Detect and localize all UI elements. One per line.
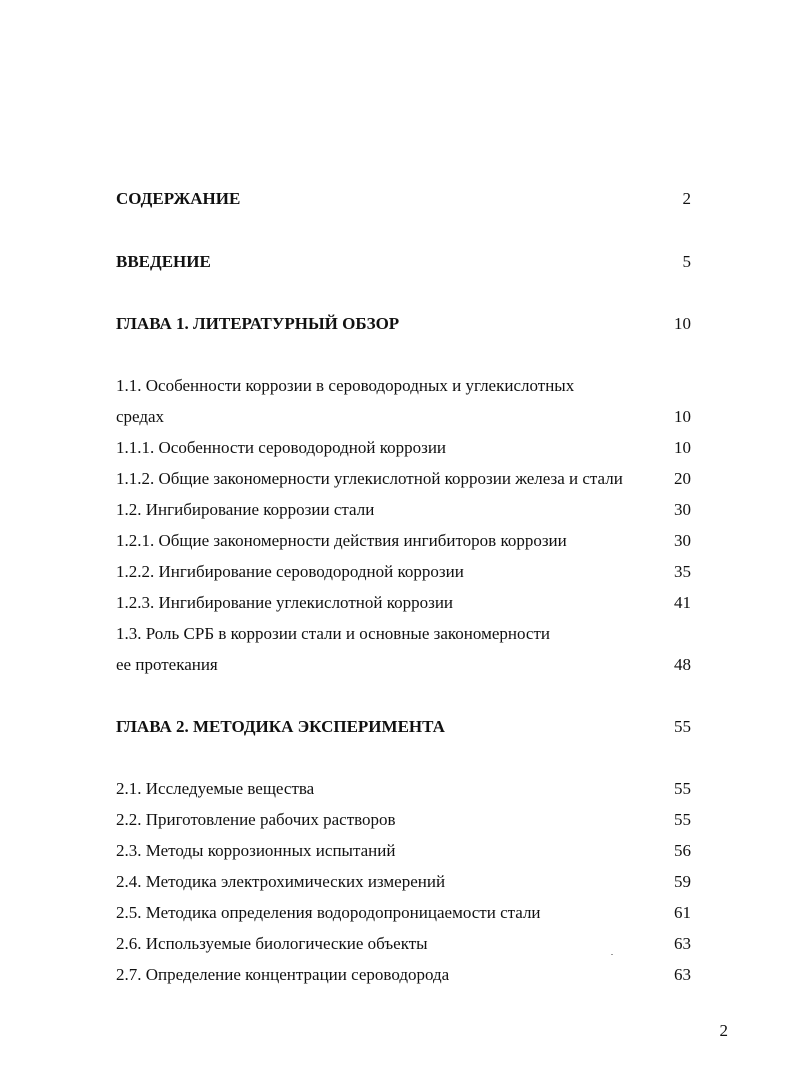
chapter-heading: ГЛАВА 2. МЕТОДИКА ЭКСПЕРИМЕНТА [116, 717, 445, 736]
toc-page-number: 48 [674, 655, 691, 674]
toc-item [0, 901, 794, 925]
toc-item [0, 467, 794, 491]
toc-item [0, 498, 794, 522]
scan-speck [611, 954, 613, 955]
toc-item [0, 374, 794, 398]
toc-item [0, 622, 794, 646]
toc-item-text: 1.2.3. Ингибирование углекислотной коррозии [116, 593, 454, 612]
toc-page-number: 55 [674, 779, 691, 798]
toc-item-text: 1.3. Роль СРБ в коррозии стали и основные закономерности [116, 624, 550, 643]
toc-item-continuation [0, 653, 794, 677]
toc-item [0, 932, 794, 956]
toc-item-text: 2.3. Методы коррозионных испытаний [116, 841, 396, 860]
toc-page-number: 10 [674, 314, 691, 333]
page-number: 2 [719, 1021, 728, 1040]
toc-page-number: 63 [674, 965, 691, 984]
toc-page-number: 2 [682, 189, 691, 208]
toc-page-number: 41 [674, 593, 691, 612]
toc-entry-intro [0, 250, 794, 274]
toc-item-text: 2.5. Методика определения водородопроницаемости стали [116, 903, 541, 922]
toc-page-number: 30 [674, 531, 691, 550]
toc-item-text: средах [116, 407, 165, 426]
toc-item [0, 436, 794, 460]
toc-page-number: 61 [674, 903, 691, 922]
toc-entry-contents [0, 187, 794, 211]
toc-page-number: 35 [674, 562, 691, 581]
toc-item [0, 591, 794, 615]
toc-heading: ВВЕДЕНИЕ [116, 252, 211, 271]
toc-item-text: 2.7. Определение концентрации сероводорода [116, 965, 450, 984]
toc-item [0, 963, 794, 987]
toc-item-text: 1.1.1. Особенности сероводородной коррозии [116, 438, 447, 457]
toc-page-number: 55 [674, 810, 691, 829]
toc-item-text: 1.2. Ингибирование коррозии стали [116, 500, 375, 519]
toc-heading: СОДЕРЖАНИЕ [116, 189, 241, 208]
toc-page-number: 10 [674, 438, 691, 457]
toc-page-number: 20 [674, 469, 691, 488]
toc-page-number: 56 [674, 841, 691, 860]
toc-page-number: 10 [674, 407, 691, 426]
toc-entry-chapter2 [0, 715, 794, 739]
toc-item-text: 1.2.2. Ингибирование сероводородной коррозии [116, 562, 464, 581]
toc-item [0, 839, 794, 863]
toc-item-text: 1.1. Особенности коррозии в сероводородных и углекислотных [116, 376, 575, 395]
toc-item-text: ее протекания [116, 655, 218, 674]
toc-item [0, 808, 794, 832]
toc-page-number: 5 [682, 252, 691, 271]
toc-page-number: 55 [674, 717, 691, 736]
toc-item-text: 2.1. Исследуемые вещества [116, 779, 315, 798]
toc-item-text: 1.1.2. Общие закономерности углекислотной коррозии железа и стали [116, 469, 623, 488]
toc-item [0, 870, 794, 894]
toc-page-number: 63 [674, 934, 691, 953]
toc-page-number: 30 [674, 500, 691, 519]
toc-item-text: 2.2. Приготовление рабочих растворов [116, 810, 396, 829]
toc-item [0, 529, 794, 553]
toc-item-text: 2.4. Методика электрохимических измерений [116, 872, 446, 891]
toc-item-text: 2.6. Используемые биологические объекты [116, 934, 428, 953]
toc-item-text: 1.2.1. Общие закономерности действия ингибиторов коррозии [116, 531, 567, 550]
chapter-heading: ГЛАВА 1. ЛИТЕРАТУРНЫЙ ОБЗОР [116, 314, 400, 333]
toc-entry-chapter1 [0, 312, 794, 336]
toc-item [0, 560, 794, 584]
toc-item-continuation [0, 405, 794, 429]
toc-page-number: 59 [674, 872, 691, 891]
toc-item [0, 777, 794, 801]
